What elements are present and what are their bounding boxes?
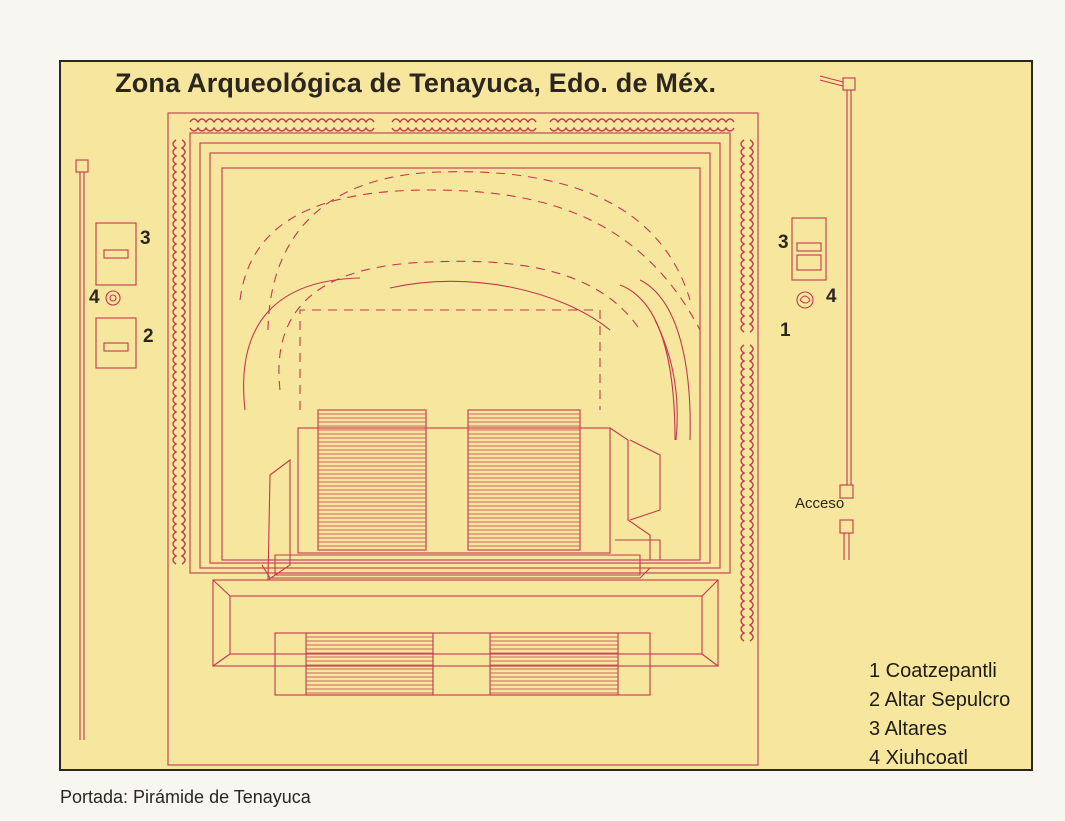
serpent-segment bbox=[173, 140, 176, 564]
inner-curves bbox=[244, 278, 691, 440]
serpent-segment bbox=[550, 128, 734, 131]
serpent-segment bbox=[190, 128, 374, 131]
front-platform bbox=[213, 580, 718, 666]
legend-item: 1 Coatzepantli bbox=[869, 660, 997, 682]
stairway-left bbox=[318, 410, 426, 550]
caption: Portada: Pirámide de Tenayuca bbox=[60, 787, 311, 807]
marker-right-coatzepantli: 1 bbox=[780, 320, 791, 341]
serpent-segment bbox=[182, 140, 185, 564]
access-label: Acceso bbox=[795, 495, 845, 512]
marker-left-sepulcro: 2 bbox=[143, 326, 154, 347]
pyramid-outer bbox=[190, 133, 730, 573]
marker-right-xiuhcoatl: 4 bbox=[826, 286, 837, 307]
marker-left-xiuhcoatl: 4 bbox=[89, 287, 100, 308]
legend-item: 4 Xiuhcoatl bbox=[869, 747, 968, 769]
map-title: Zona Arqueológica de Tenayuca, Edo. de Méx. bbox=[115, 68, 717, 98]
serpent-segment bbox=[741, 345, 744, 641]
left-xiuhcoatl bbox=[106, 291, 120, 305]
stairway-right bbox=[468, 410, 580, 550]
serpent-segment bbox=[392, 119, 536, 122]
serpent-segment bbox=[550, 119, 734, 122]
serpent-segment bbox=[750, 345, 753, 641]
left-altar bbox=[96, 223, 136, 285]
front-stairs bbox=[275, 633, 650, 695]
marker-left-altar: 3 bbox=[140, 228, 151, 249]
legend-item: 2 Altar Sepulcro bbox=[869, 689, 1011, 711]
legend bbox=[869, 657, 1010, 773]
serpent-segment bbox=[190, 119, 374, 122]
serpent-segment bbox=[750, 140, 753, 332]
legend-item: 3 Altares bbox=[869, 718, 947, 740]
serpent-segment bbox=[741, 140, 744, 332]
platform-outline bbox=[168, 113, 758, 765]
marker-right-altar: 3 bbox=[778, 232, 789, 253]
serpent-segment bbox=[392, 128, 536, 131]
